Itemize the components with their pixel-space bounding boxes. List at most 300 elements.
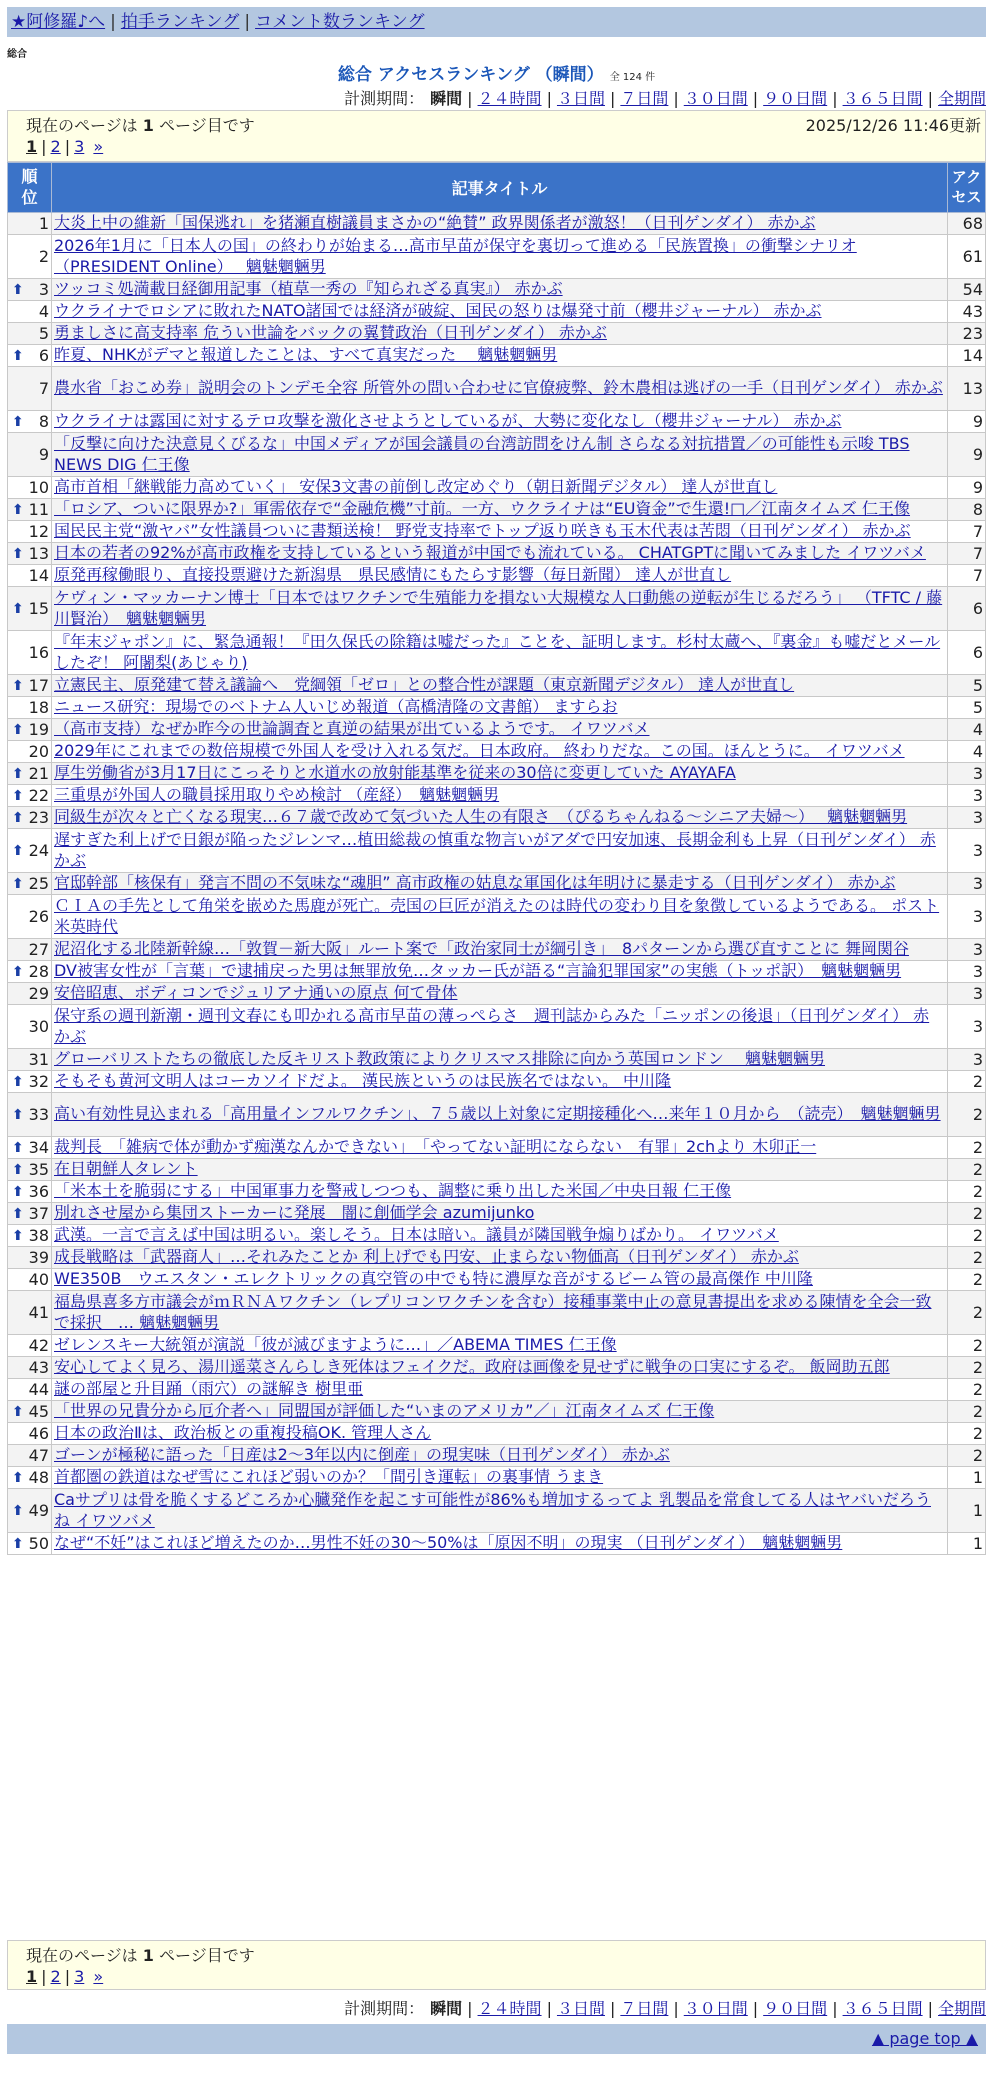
access-count: 2 (948, 1225, 986, 1247)
period-label: 計測期間： (344, 1999, 425, 2018)
nav-separator: | (244, 12, 251, 32)
rank-cell (8, 1049, 52, 1071)
table-row (8, 345, 986, 367)
table-row (8, 1269, 986, 1291)
page-number-link[interactable]: 3 (74, 137, 85, 156)
table-row (8, 1247, 986, 1269)
rank-cell (8, 345, 52, 367)
title-cell (52, 1423, 948, 1445)
access-count: 61 (948, 235, 986, 279)
rank-number: 39 (28, 1248, 49, 1267)
rank-cell (8, 939, 52, 961)
rank-cell (8, 873, 52, 895)
access-count: 3 (948, 873, 986, 895)
rank-up-icon: ⬆ (12, 501, 24, 518)
article-title-link[interactable]: ニュース研究：現場でのベトナム人いじめ報道（高橋清隆の文書館） ますらお (54, 697, 618, 717)
table-row (8, 235, 986, 279)
period-selector-bottom (344, 1996, 986, 2019)
access-count: 2 (948, 1159, 986, 1181)
table-row (8, 1071, 986, 1093)
title-cell (52, 477, 948, 499)
table-row (8, 983, 986, 1005)
access-count: 6 (948, 631, 986, 675)
article-title-link[interactable]: 裁判長 「雑病で体が動かず痴漢なんかできない」 「やってない証明にならない 有罪」2chより 木卯正一 (54, 1137, 817, 1157)
table-row (8, 213, 986, 235)
rank-cell (8, 675, 52, 697)
article-title-link[interactable]: 官邸幹部「核保有」発言不問の不気味な“魂胆” 高市政権の姑息な軍国化は年明けに暴走する（日刊ゲンダイ） 赤かぶ (54, 873, 896, 893)
article-title-link[interactable]: 首都圏の鉄道はなぜ雪にこれほど弱いのか？「間引き運転」の裏事情 うまき (54, 1467, 604, 1487)
title-cell (52, 983, 948, 1005)
period-option-link[interactable]: ３日間 (556, 1999, 605, 2018)
access-count: 2 (948, 1137, 986, 1159)
title-cell (52, 1005, 948, 1049)
table-row (8, 807, 986, 829)
period-current: 瞬間 (430, 89, 463, 108)
access-count: 3 (948, 785, 986, 807)
rank-cell (8, 1203, 52, 1225)
rank-up-icon: ⬆ (12, 1469, 24, 1486)
title-cell (52, 323, 948, 345)
rank-number: 49 (28, 1501, 49, 1520)
page-number-link[interactable]: 2 (50, 1967, 61, 1986)
rank-cell (8, 1445, 52, 1467)
title-cell (52, 1247, 948, 1269)
article-title-link[interactable]: 安心してよく見ろ、湯川遥菜さんらしき死体はフェイクだ。政府は画像を見せずに戦争の口実にするぞ。 飯岡助五郎 (54, 1357, 890, 1377)
table-row (8, 1203, 986, 1225)
rank-number: 19 (28, 720, 49, 739)
rank-number: 31 (28, 1050, 49, 1069)
article-title-link[interactable]: 立憲民主、原発建て替え議論へ 党綱領「ゼロ」との整合性が課題（東京新聞デジタル） 達人が世直し (54, 675, 795, 695)
article-title-link[interactable]: ウクライナは露国に対するテロ攻撃を激化させようとしているが、大勢に変化なし（櫻井ジャーナル） 赤かぶ (54, 411, 842, 431)
rank-number: 10 (28, 478, 49, 497)
rank-number: 34 (28, 1138, 49, 1157)
article-title-link[interactable]: 在日朝鮮人タレント (54, 1159, 198, 1179)
title-cell (52, 1401, 948, 1423)
rank-up-icon: ⬆ (12, 1535, 24, 1552)
title-cell (52, 1137, 948, 1159)
article-title-link[interactable]: ＣＩＡの手先として角栄を嵌めた馬鹿が死亡。売国の巨匠が消えたのは時代の変わり目を象徴しているようである。 ポスト米英時代 (54, 896, 940, 936)
page-status-suffix: ページ目です (153, 1946, 255, 1965)
rank-up-icon: ⬆ (12, 842, 24, 859)
article-title-link[interactable]: DV被害女性が「言葉」で逮捕戻った男は無罪放免…タッカー氏が語る“言論犯罪国家”の実態（トッポ訳） 魑魅魍魎男 (54, 961, 902, 981)
rank-cell (8, 1423, 52, 1445)
title-cell (52, 213, 948, 235)
table-row (8, 1181, 986, 1203)
rank-number: 33 (28, 1105, 49, 1124)
rank-cell (8, 279, 52, 301)
access-count: 68 (948, 213, 986, 235)
rank-up-icon: ⬆ (12, 677, 24, 694)
table-row (8, 1445, 986, 1467)
rank-cell (8, 983, 52, 1005)
period-option-link[interactable]: ９０日間 (763, 1999, 828, 2018)
article-title-link[interactable]: 安倍昭恵、ボディコンでジュリアナ通いの原点 何て骨体 (54, 983, 458, 1003)
rank-cell (8, 543, 52, 565)
table-row (8, 1357, 986, 1379)
rank-up-icon: ⬆ (12, 1183, 24, 1200)
period-option-link[interactable]: ３６５日間 (842, 1999, 923, 2018)
period-current: 瞬間 (430, 1999, 463, 2018)
rank-up-icon: ⬆ (12, 765, 24, 782)
rank-cell (8, 499, 52, 521)
rank-up-icon: ⬆ (12, 1205, 24, 1222)
rank-cell (8, 1467, 52, 1489)
updated-timestamp: 2025/12/26 11:46更新 (805, 116, 981, 135)
article-title-link[interactable]: 国民民主党“激ヤバ”女性議員ついに書類送検！ 野党支持率でトップ返り咲きも玉木代表は苦悶（日刊ゲンダイ） 赤かぶ (54, 521, 911, 541)
article-title-link[interactable]: ケヴィン・マッカーナン博士「日本ではワクチンで生殖能力を損ない大規模な人口動態の逆転が生じるだろう」 （TFTC / 藤川賢治） 魑魅魍魎男 (54, 588, 943, 628)
rank-cell (8, 1401, 52, 1423)
title-cell (52, 279, 948, 301)
table-row (8, 279, 986, 301)
access-count: 7 (948, 565, 986, 587)
rank-number: 13 (28, 544, 49, 563)
access-count: 2 (948, 1379, 986, 1401)
article-title-link[interactable]: 「反撃に向けた決意見くびるな」中国メディアが国会議員の台湾訪問をけん制 さらなる対抗措置／の可能性も示唆 TBS NEWS DIG 仁王像 (54, 434, 910, 474)
item-count: 全 124 件 (609, 72, 656, 83)
page-title-text: 総合 アクセスランキング （瞬間） (337, 65, 604, 85)
article-title-link[interactable]: 厚生労働省が3月17日にこっそりと水道水の放射能基準を従来の30倍に変更していた AYAYAFA (54, 763, 736, 783)
article-title-link[interactable]: 「米本土を脆弱にする」中国軍事力を警戒しつつも、調整に乗り出した米国／中央日報 仁王像 (54, 1181, 732, 1201)
article-title-link[interactable]: 謎の部屋と升目踊（雨穴）の謎解き 樹里亜 (54, 1379, 364, 1399)
rank-cell (8, 411, 52, 433)
article-title-link[interactable]: 遅すぎた利上げで日銀が陥ったジレンマ…植田総裁の慎重な物言いがアダで円安加速、長期金利も上昇（日刊ゲンダイ） 赤かぶ (54, 830, 936, 870)
access-count: 3 (948, 939, 986, 961)
table-row (8, 1467, 986, 1489)
rank-number: 40 (28, 1270, 49, 1289)
title-cell (52, 1489, 948, 1533)
access-count: 2 (948, 1401, 986, 1423)
pager-top (7, 110, 986, 162)
access-count: 2 (948, 1357, 986, 1379)
rank-cell (8, 301, 52, 323)
rank-number: 48 (28, 1468, 49, 1487)
access-count: 7 (948, 521, 986, 543)
table-row (8, 939, 986, 961)
rank-cell (8, 1291, 52, 1335)
page-number-link[interactable]: 3 (74, 1967, 85, 1986)
rank-cell (8, 433, 52, 477)
access-count: 8 (948, 499, 986, 521)
rank-up-icon: ⬆ (12, 963, 24, 980)
period-option-link[interactable]: 全期間 (937, 1999, 986, 2018)
article-title-link[interactable]: グローバリストたちの徹底した反キリスト教政策によりクリスマス排除に向かう英国ロンドン 魑魅魍魎男 (54, 1049, 826, 1069)
article-title-link[interactable]: 農水省「おこめ券」説明会のトンデモ全容 所管外の問い合わせに官僚疲弊、鈴木農相は逃げの一手（日刊ゲンダイ） 赤かぶ (54, 378, 943, 398)
table-row (8, 543, 986, 565)
title-cell (52, 1181, 948, 1203)
table-row (8, 1401, 986, 1423)
title-cell (52, 1533, 948, 1555)
rank-number: 18 (28, 698, 49, 717)
rank-up-icon: ⬆ (12, 545, 24, 562)
period-separator: | (832, 1999, 838, 2018)
rank-number: 32 (28, 1072, 49, 1091)
rank-number: 7 (38, 379, 49, 398)
pager-bottom (7, 1940, 986, 1990)
access-count: 13 (948, 367, 986, 411)
article-title-link[interactable]: ウクライナでロシアに敗れたNATO諸国では経済が破綻、国民の怒りは爆発寸前（櫻井ジャーナル） 赤かぶ (54, 301, 822, 321)
rank-number: 36 (28, 1182, 49, 1201)
rank-number: 47 (28, 1446, 49, 1465)
access-count: 2 (948, 1269, 986, 1291)
rank-number: 27 (28, 940, 49, 959)
home-link[interactable]: ★阿修羅♪へ (11, 12, 106, 32)
period-option-link[interactable]: ９０日間 (763, 89, 828, 108)
rank-cell (8, 1071, 52, 1093)
access-count: 6 (948, 587, 986, 631)
article-title-link[interactable]: 日本の若者の92%が高市政権を支持しているという報道が中国でも流れている。 CHATGPTに聞いてみました イワツバメ (54, 543, 926, 563)
table-row (8, 1005, 986, 1049)
access-count: 2 (948, 1181, 986, 1203)
access-count: 3 (948, 961, 986, 983)
table-row (8, 1533, 986, 1555)
period-separator: | (609, 89, 616, 108)
rank-cell (8, 367, 52, 411)
rank-cell (8, 565, 52, 587)
access-count: 3 (948, 1005, 986, 1049)
access-count: 14 (948, 345, 986, 367)
page-status (26, 113, 255, 136)
rank-number: 24 (28, 841, 49, 860)
page-numbers (26, 137, 103, 156)
period-separator: | (673, 89, 679, 108)
title-cell (52, 1291, 948, 1335)
access-count: 5 (948, 697, 986, 719)
table-row (8, 829, 986, 873)
page-number-current: 1 (26, 1967, 38, 1986)
rank-number: 12 (28, 522, 49, 541)
access-count: 4 (948, 719, 986, 741)
rank-up-icon: ⬆ (12, 1161, 24, 1178)
article-title-link[interactable]: ゼレンスキー大統領が演説「彼が滅びますように…」／ABEMA TIMES 仁王像 (54, 1335, 617, 1355)
rank-cell (8, 1379, 52, 1401)
access-count: 1 (948, 1533, 986, 1555)
article-title-link[interactable]: 『年末ジャポン』に、緊急通報！『田久保氏の除籍は嘘だった』ことを、証明します。杉村太蔵へ、『裏金』も嘘だとメールしたぞ！ 阿闍梨(あじゃり) (54, 632, 941, 672)
rank-cell (8, 1181, 52, 1203)
article-title-link[interactable]: 原発再稼働眼り、直接投票避けた新潟県 県民感情にもたらす影響（毎日新聞） 達人が世直し (54, 565, 732, 585)
article-title-link[interactable]: Caサプリは骨を脆くするどころか心臓発作を起こす可能性が86%も増加するってよ 乳製品を常食してる人はヤバいだろうね イワツバメ (54, 1490, 931, 1530)
table-row (8, 763, 986, 785)
rank-number: 46 (28, 1424, 49, 1443)
rank-number: 23 (28, 808, 49, 827)
rank-cell (8, 1159, 52, 1181)
title-cell (52, 1269, 948, 1291)
rank-up-icon: ⬆ (12, 281, 24, 298)
access-count: 1 (948, 1489, 986, 1533)
rank-number: 28 (28, 962, 49, 981)
period-option-link[interactable]: 全期間 (937, 89, 986, 108)
article-title-link[interactable]: そもそも黄河文明人はコーカソイドだよ。 漢民族というのは民族名ではない。 中川隆 (54, 1071, 672, 1091)
table-row (8, 367, 986, 411)
access-count: 9 (948, 411, 986, 433)
rank-number: 3 (38, 280, 49, 299)
article-title-link[interactable]: （高市支持）なぜか昨今の世論調査と真逆の結果が出ているようです。 イワツバメ (54, 719, 650, 739)
access-count: 7 (948, 543, 986, 565)
title-cell (52, 807, 948, 829)
title-cell (52, 697, 948, 719)
title-cell (52, 1093, 948, 1137)
rank-cell (8, 1137, 52, 1159)
rank-number: 14 (28, 566, 49, 585)
rank-number: 11 (28, 500, 49, 519)
period-separator: | (927, 89, 933, 108)
title-cell (52, 829, 948, 873)
table-row (8, 1489, 986, 1533)
period-label: 計測期間： (344, 89, 425, 108)
next-page-link[interactable]: » (93, 1967, 104, 1986)
article-title-link[interactable]: 日本の政治Ⅱは、政治板との重複投稿OK. 管理人さん (54, 1423, 432, 1443)
period-separator: | (467, 1999, 473, 2018)
header-title: 記事タイトル (52, 163, 948, 213)
access-count: 3 (948, 807, 986, 829)
top-nav-bar (7, 7, 986, 37)
article-title-link[interactable]: 福島県喜多方市議会がｍＲＮＡワクチン（レプリコンワクチンを含む）接種事業中止の意見書提出を求める陳情を全会一致で採択 … 魑魅魍魎男 (54, 1292, 932, 1332)
period-option-link[interactable]: ３０日間 (683, 1999, 748, 2018)
article-title-link[interactable]: ツッコミ処満載日経御用記事（植草一秀の『知られざる真実』） 赤かぶ (54, 279, 563, 299)
page-number-link[interactable]: 2 (50, 137, 61, 156)
access-count: 54 (948, 279, 986, 301)
period-separator: | (752, 89, 759, 108)
rank-up-icon: ⬆ (12, 875, 24, 892)
article-title-link[interactable]: 武漢。一言で言えば中国は明るい。楽しそう。日本は暗い。議員が隣国戦争煽りばかり。 イワツバメ (54, 1225, 779, 1245)
article-title-link[interactable]: ゴーンが極秘に語った「日産は2～3年以内に倒産」の現実味（日刊ゲンダイ） 赤かぶ (54, 1445, 670, 1465)
page-numbers (26, 1967, 103, 1986)
article-title-link[interactable]: 2026年1月に「日本人の国」の終わりが始まる…高市早苗が保守を裏切って進める「民族置換」の衝撃シナリオ （PRESIDENT Online） 魑魅魍魎男 (54, 236, 857, 276)
title-cell (52, 1357, 948, 1379)
title-cell (52, 895, 948, 939)
rank-cell (8, 235, 52, 279)
title-cell (52, 543, 948, 565)
period-separator: | (467, 89, 473, 108)
article-title-link[interactable]: 高市首相「継戦能力高めていく」 安保3文書の前倒し改定めぐり（朝日新聞デジタル） 達人が世直し (54, 477, 778, 497)
title-cell (52, 433, 948, 477)
rank-cell (8, 807, 52, 829)
title-cell (52, 675, 948, 697)
article-title-link[interactable]: 同級生が次々と亡くなる現実…６７歳で改めて気づいた人生の有限さ （ぴるちゃんねる～シニア夫婦～） 魑魅魍魎男 (54, 807, 908, 827)
title-cell (52, 345, 948, 367)
table-row (8, 873, 986, 895)
access-count: 2 (948, 1291, 986, 1335)
article-title-link[interactable]: 別れさせ屋から集団ストーカーに発展 闇に創価学会 azumijunko (54, 1203, 535, 1223)
period-separator: | (832, 89, 838, 108)
page-status-number: 1 (142, 1946, 154, 1965)
table-row (8, 477, 986, 499)
access-count: 2 (948, 1093, 986, 1137)
title-cell (52, 499, 948, 521)
access-count: 2 (948, 1203, 986, 1225)
page-status-number: 1 (142, 116, 154, 135)
rank-number: 25 (28, 874, 49, 893)
rank-number: 35 (28, 1160, 49, 1179)
rank-up-icon: ⬆ (12, 1106, 24, 1123)
rank-cell (8, 785, 52, 807)
clap-ranking-link[interactable]: 拍手ランキング (120, 12, 240, 32)
table-row (8, 323, 986, 345)
period-option-link[interactable]: ３６５日間 (842, 89, 923, 108)
title-cell (52, 1379, 948, 1401)
comment-ranking-link[interactable]: コメント数ランキング (255, 12, 425, 32)
article-title-link[interactable]: 泥沼化する北陸新幹線…「敦賀－新大阪」ルート案で「政治家同士が綱引き」 8パターンから選び直すことに 舞岡関谷 (54, 939, 909, 959)
article-title-link[interactable]: 昨夏、NHKがデマと報道したことは、すべて真実だった 魑魅魍魎男 (54, 345, 558, 365)
access-count: 2 (948, 1247, 986, 1269)
rank-cell (8, 1335, 52, 1357)
article-title-link[interactable]: なぜ“不妊”はこれほど増えたのか…男性不妊の30～50%は「原因不明」の現実 （日刊ゲンダイ） 魑魅魍魎男 (54, 1533, 843, 1553)
rank-number: 15 (28, 599, 49, 618)
period-separator: | (609, 1999, 616, 2018)
period-selector-top (344, 86, 986, 109)
access-count: 3 (948, 895, 986, 939)
article-title-link[interactable]: 成長戦略は「武器商人」…それみたことか 利上げでも円安、止まらない物価高（日刊ゲンダイ） 赤かぶ (54, 1247, 799, 1267)
period-option-link[interactable]: ３日間 (556, 89, 605, 108)
title-cell (52, 741, 948, 763)
access-count: 2 (948, 1071, 986, 1093)
rank-cell (8, 477, 52, 499)
rank-up-icon: ⬆ (12, 809, 24, 826)
title-cell (52, 719, 948, 741)
access-count: 2 (948, 1423, 986, 1445)
rank-cell (8, 961, 52, 983)
article-title-link[interactable]: 勇ましさに高支持率 危うい世論をバックの翼賛政治（日刊ゲンダイ） 赤かぶ (54, 323, 607, 343)
period-option-link[interactable]: ７日間 (620, 1999, 669, 2018)
article-title-link[interactable]: 「ロシア、ついに限界か?」軍需依存で“金融危機”寸前。一方、ウクライナは“EU資金”で生還!□／江南タイムズ 仁王像 (54, 499, 911, 519)
title-cell (52, 939, 948, 961)
table-row (8, 411, 986, 433)
period-option-link[interactable]: ７日間 (620, 89, 669, 108)
article-title-link[interactable]: 大炎上中の維新「国保逃れ」を猪瀬直樹議員まさかの“絶賛” 政界関係者が激怒！（日刊ゲンダイ） 赤かぶ (54, 213, 816, 233)
rank-number: 43 (28, 1358, 49, 1377)
rank-number: 1 (38, 214, 49, 233)
title-cell (52, 1049, 948, 1071)
page-title (0, 60, 993, 85)
table-row (8, 1137, 986, 1159)
next-page-link[interactable]: » (93, 137, 104, 156)
rank-number: 44 (28, 1380, 49, 1399)
article-title-link[interactable]: 保守系の週刊新潮・週刊文春にも叩かれる高市早苗の薄っぺらさ 週刊誌からみた「ニッポンの後退」（日刊ゲンダイ） 赤かぶ (54, 1006, 930, 1046)
period-option-link[interactable]: ２４時間 (477, 1999, 542, 2018)
page-number-current: 1 (26, 137, 38, 156)
page-top-link[interactable]: ▲ page top ▲ (871, 2029, 978, 2048)
period-option-link[interactable]: ２４時間 (477, 89, 542, 108)
page-status (26, 1943, 255, 1966)
bottom-bar (7, 2024, 986, 2054)
rank-up-icon: ⬆ (12, 1403, 24, 1420)
article-title-link[interactable]: 高い有効性見込まれる「高用量インフルワクチン」、７５歳以上対象に定期接種化へ…来年１０月から （読売） 魑魅魍魎男 (54, 1104, 941, 1124)
table-row (8, 675, 986, 697)
title-cell (52, 1203, 948, 1225)
article-title-link[interactable]: WE350B ウエスタン・エレクトリックの真空管の中でも特に濃厚な音がするビーム管の最高傑作 中川隆 (54, 1269, 813, 1289)
rank-number: 9 (38, 445, 49, 464)
title-cell (52, 961, 948, 983)
rank-cell (8, 829, 52, 873)
article-title-link[interactable]: 2029年にこれまでの数倍規模で外国人を受け入れる気だ。日本政府。 終わりだな。この国。ほんとうに。 イワツバメ (54, 741, 905, 761)
article-title-link[interactable]: 三重県が外国人の職員採用取りやめ検討 （産経） 魑魅魍魎男 (54, 785, 500, 805)
page-status-suffix: ページ目です (153, 116, 255, 135)
table-row (8, 499, 986, 521)
rank-number: 20 (28, 742, 49, 761)
article-title-link[interactable]: 「世界の兄貴分から厄介者へ」同盟国が評価した“いまのアメリカ”／」江南タイムズ 仁王像 (54, 1401, 715, 1421)
title-cell (52, 1335, 948, 1357)
rank-cell (8, 1533, 52, 1555)
period-separator: | (673, 1999, 679, 2018)
rank-up-icon: ⬆ (12, 1073, 24, 1090)
rank-number: 5 (38, 324, 49, 343)
table-row (8, 697, 986, 719)
period-option-link[interactable]: ３０日間 (683, 89, 748, 108)
page-status-prefix: 現在のページは (26, 116, 143, 135)
access-count: 2 (948, 1445, 986, 1467)
page-status-prefix: 現在のページは (26, 1946, 143, 1965)
rank-number: 2 (38, 247, 49, 266)
title-cell (52, 565, 948, 587)
